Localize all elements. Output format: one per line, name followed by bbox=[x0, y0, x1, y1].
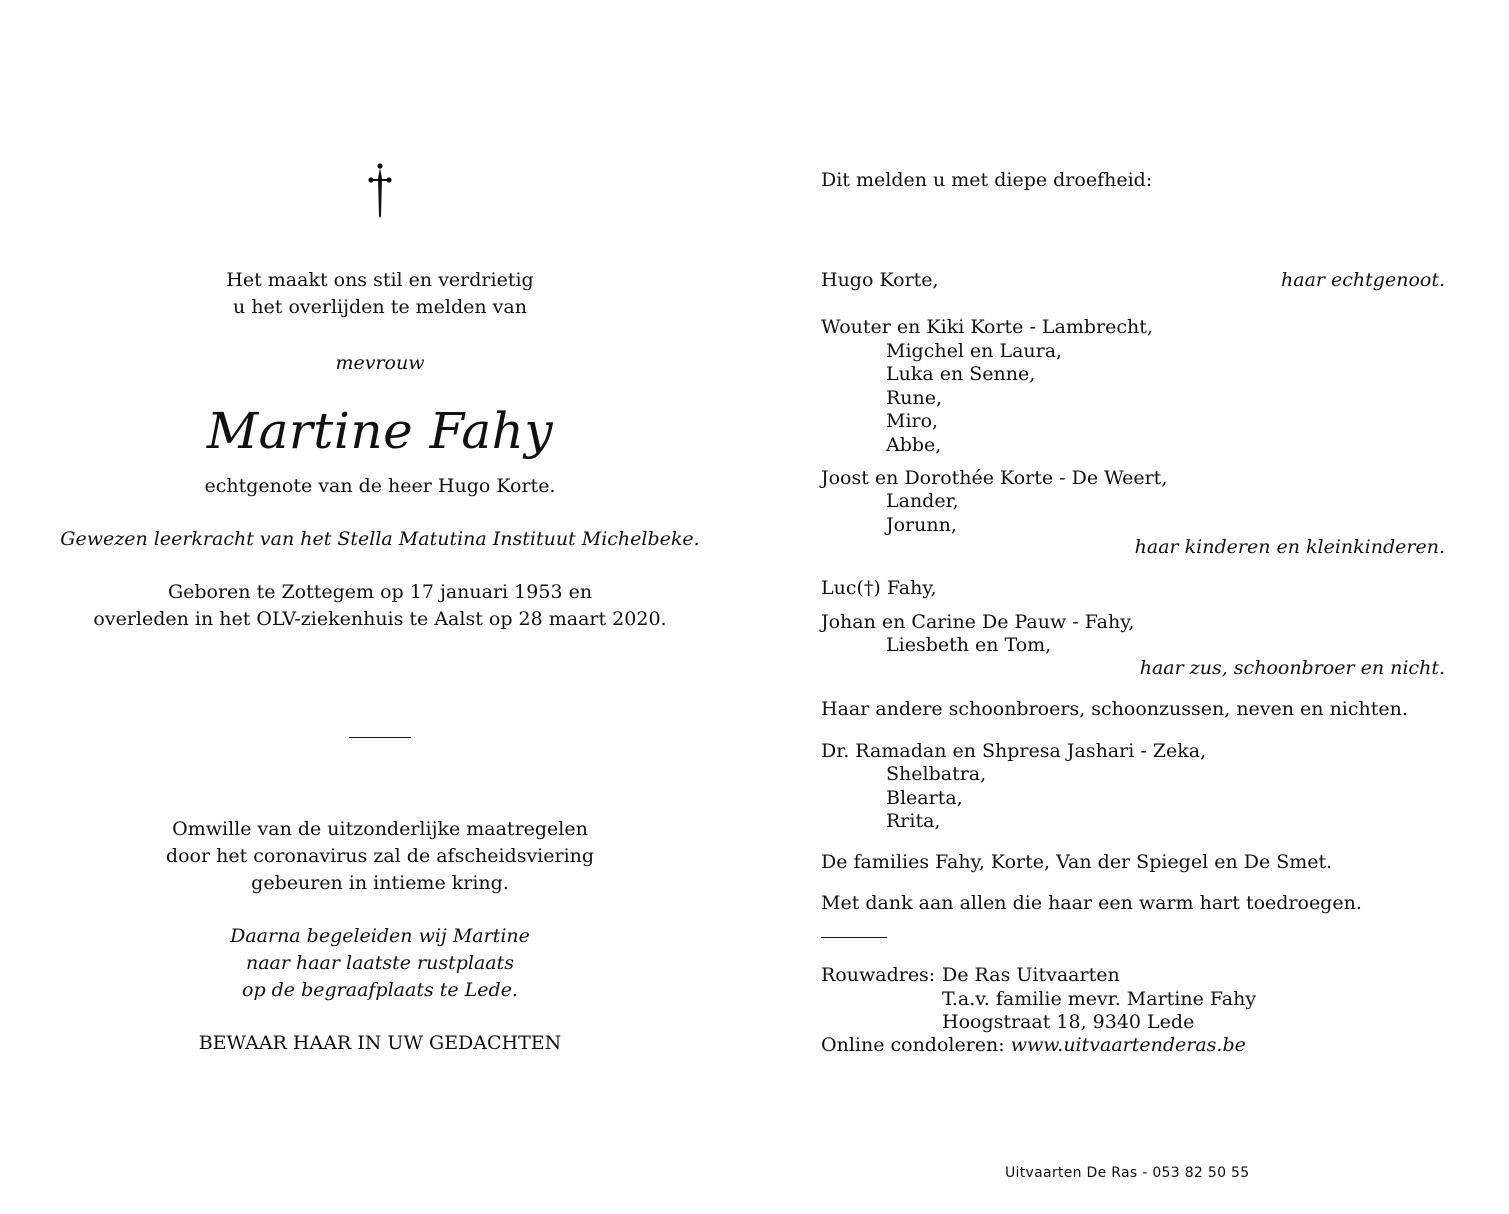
online-url-link[interactable]: www.uitvaartenderas.be bbox=[1010, 1034, 1246, 1056]
covid-line: door het coronavirus zal de afscheidsviering bbox=[165, 845, 595, 867]
occupation-text: Gewezen leerkracht van het Stella Matutina Instituut Michelbeke. bbox=[60, 528, 700, 550]
right-panel bbox=[821, 0, 1445, 1214]
family-line: Liesbeth en Tom, bbox=[886, 634, 1052, 656]
burial-text bbox=[40, 923, 720, 1004]
family-line: Shelbatra, bbox=[886, 763, 987, 785]
family-line: Miro, bbox=[886, 410, 939, 432]
birth-line: Geboren te Zottegem op 17 januari 1953 en bbox=[167, 581, 593, 603]
family-line: Migchel en Laura, bbox=[886, 340, 1063, 362]
spouse-text: echtgenote van de heer Hugo Korte. bbox=[204, 475, 556, 497]
burial-line: op de begraafplaats te Lede. bbox=[242, 979, 518, 1001]
sibling-role: haar zus, schoonbroer en nicht. bbox=[1139, 657, 1445, 679]
families-text: De families Fahy, Korte, Van der Spiegel en De Smet. bbox=[821, 851, 1333, 873]
address-line: Hoogstraat 18, 9340 Lede bbox=[942, 1011, 1195, 1033]
intro-text bbox=[40, 267, 720, 321]
deceased-name: Martine Fahy bbox=[206, 402, 554, 460]
burial-line: naar haar laatste rustplaats bbox=[245, 952, 515, 974]
announcement-heading: Dit melden u met diepe droefheid: bbox=[821, 169, 1153, 191]
covid-text bbox=[40, 816, 720, 897]
inlaws-text: Haar andere schoonbroers, schoonzussen, neven en nichten. bbox=[821, 698, 1408, 720]
family-line: Abbe, bbox=[886, 434, 942, 456]
husband-name: Hugo Korte, bbox=[821, 269, 939, 291]
right-divider bbox=[821, 937, 887, 938]
family-line: Dr. Ramadan en Shpresa Jashari - Zeka, bbox=[821, 740, 1207, 762]
left-divider bbox=[40, 723, 720, 742]
intro-line: u het overlijden te melden van bbox=[233, 296, 527, 318]
address-line: T.a.v. familie mevr. Martine Fahy bbox=[942, 988, 1257, 1010]
closing-text: BEWAAR HAAR IN UW GEDACHTEN bbox=[198, 1032, 562, 1054]
online-label: Online condoleren: bbox=[821, 1034, 1005, 1056]
footer-credit: Uitvaarten De Ras - 053 82 50 55 bbox=[1005, 1165, 1250, 1181]
family-line: Blearta, bbox=[886, 787, 963, 809]
family-line: Rrita, bbox=[886, 810, 941, 832]
children-role: haar kinderen en kleinkinderen. bbox=[1134, 536, 1445, 558]
online-condolence bbox=[821, 1033, 1246, 1057]
thanks-text: Met dank aan allen die haar een warm hart toedroegen. bbox=[821, 892, 1362, 914]
sibling-name: Luc(†) Fahy, bbox=[821, 577, 937, 599]
family-line: Rune, bbox=[886, 387, 943, 409]
left-panel bbox=[40, 0, 720, 1214]
family-line: Lander, bbox=[886, 490, 959, 512]
address-label: Rouwadres: bbox=[821, 964, 936, 986]
death-line: overleden in het OLV-ziekenhuis te Aalst op 28 maart 2020. bbox=[93, 608, 667, 630]
family-line: Luka en Senne, bbox=[886, 363, 1036, 385]
intro-line: Het maakt ons stil en verdrietig bbox=[226, 269, 534, 291]
husband-role: haar echtgenoot. bbox=[1281, 269, 1445, 291]
family-line: Wouter en Kiki Korte - Lambrecht, bbox=[821, 316, 1153, 338]
covid-line: Omwille van de uitzonderlijke maatregelen bbox=[172, 818, 588, 840]
covid-line: gebeuren in intieme kring. bbox=[251, 872, 509, 894]
birth-death-text bbox=[40, 579, 720, 633]
family-line: Joost en Dorothée Korte - De Weert, bbox=[821, 467, 1168, 489]
family-line: Jorunn, bbox=[886, 514, 957, 536]
address-line: De Ras Uitvaarten bbox=[942, 964, 1120, 986]
family-line: Johan en Carine De Pauw - Fahy, bbox=[821, 611, 1135, 633]
burial-line: Daarna begeleiden wij Martine bbox=[230, 925, 530, 947]
cross-icon bbox=[40, 160, 720, 220]
title-text: mevrouw bbox=[335, 352, 425, 374]
